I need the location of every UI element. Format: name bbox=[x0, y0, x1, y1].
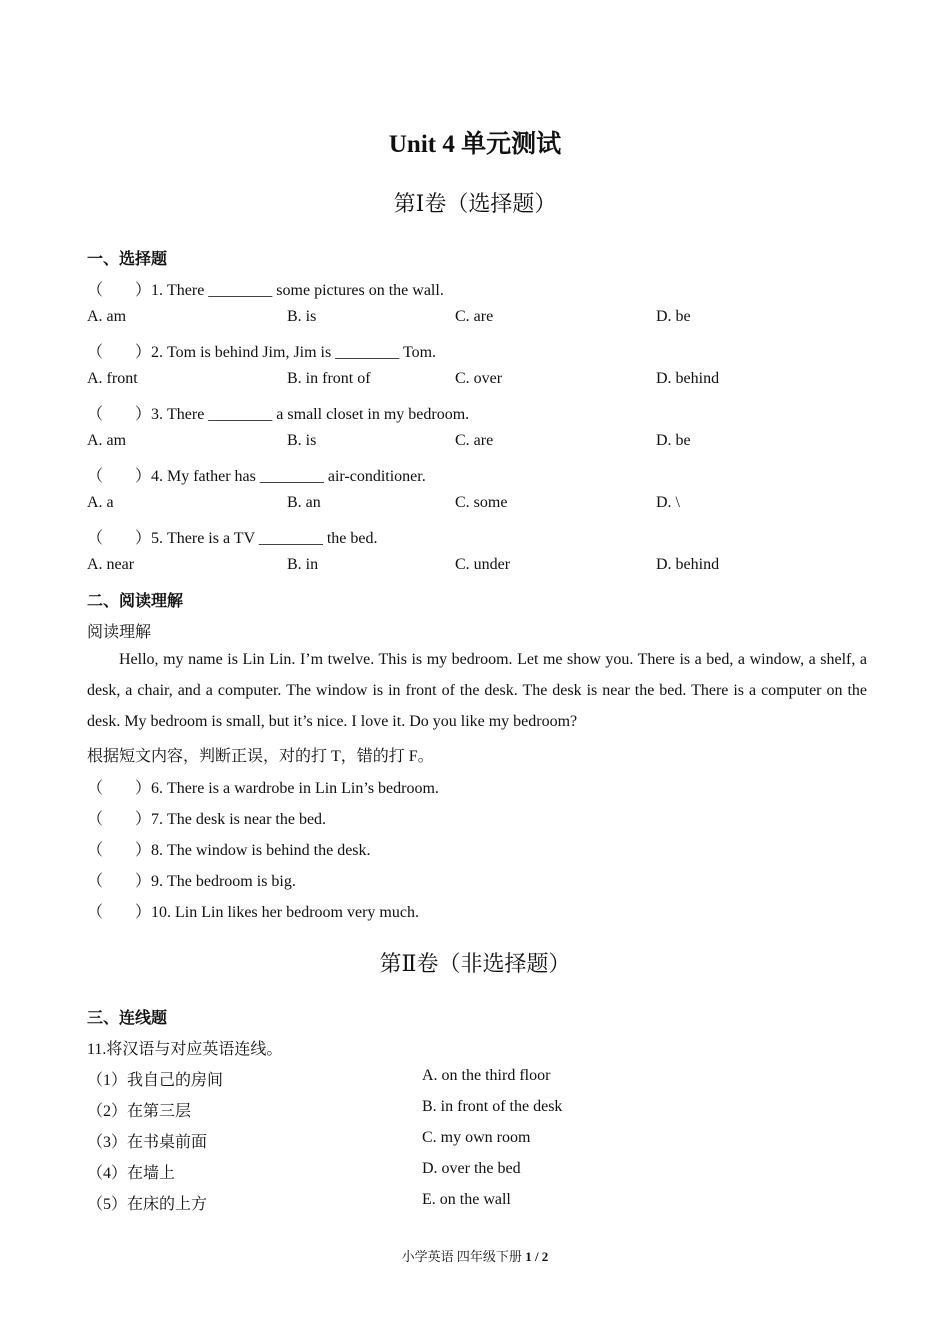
match-left-item: （5）在床的上方 bbox=[87, 1196, 208, 1213]
option-d: D. behind bbox=[656, 370, 720, 387]
option-b: B. is bbox=[287, 432, 317, 449]
match-right-item: C. my own room bbox=[422, 1129, 531, 1146]
question-stem: （ ）1. There ________ some pictures on the wall. bbox=[87, 282, 444, 299]
section3-heading: 三、连线题 bbox=[87, 1010, 168, 1027]
match-right-item: D. over the bed bbox=[422, 1160, 521, 1177]
option-d: D. be bbox=[656, 432, 691, 449]
option-c: C. over bbox=[455, 370, 503, 387]
question-stem: （ ）3. There ________ a small closet in my bedroom. bbox=[87, 406, 470, 423]
judge-item: （ ）10. Lin Lin likes her bedroom very much. bbox=[87, 904, 419, 921]
judge-item: （ ）8. The window is behind the desk. bbox=[87, 842, 371, 859]
judge-instruction: 根据短文内容，判断正误，对的打 T，错的打 F。 bbox=[87, 748, 434, 765]
reading-passage bbox=[87, 644, 867, 737]
section1-heading: 一、选择题 bbox=[87, 251, 168, 268]
option-b: B. in bbox=[287, 556, 319, 573]
option-d: D. \ bbox=[656, 494, 680, 511]
match-left-item: （3）在书桌前面 bbox=[87, 1134, 208, 1151]
match-left-item: （1）我自己的房间 bbox=[87, 1072, 224, 1089]
option-c: C. are bbox=[455, 308, 494, 325]
judge-item: （ ）6. There is a wardrobe in Lin Lin’s bedroom. bbox=[87, 780, 439, 797]
option-b: B. in front of bbox=[287, 370, 371, 387]
option-c: C. are bbox=[455, 432, 494, 449]
matching-question: 11.将汉语与对应英语连线。 bbox=[87, 1041, 283, 1058]
footer-text: 小学英语 四年级下册 bbox=[401, 1249, 526, 1264]
page-footer bbox=[0, 1246, 950, 1265]
page-number: 1 / 2 bbox=[525, 1249, 549, 1264]
match-right-item: E. on the wall bbox=[422, 1191, 511, 1208]
option-c: C. under bbox=[455, 556, 511, 573]
match-left-item: （4）在墙上 bbox=[87, 1165, 176, 1182]
match-right-item: A. on the third floor bbox=[422, 1067, 551, 1084]
option-a: A. a bbox=[87, 494, 114, 511]
question-stem: （ ）2. Tom is behind Jim, Jim is ________ Tom. bbox=[87, 344, 437, 361]
match-right-item: B. in front of the desk bbox=[422, 1098, 563, 1115]
question-stem: （ ）5. There is a TV ________ the bed. bbox=[87, 530, 378, 547]
option-b: B. an bbox=[287, 494, 321, 511]
judge-item: （ ）9. The bedroom is big. bbox=[87, 873, 296, 890]
match-left-item: （2）在第三层 bbox=[87, 1103, 192, 1120]
section2-heading: 二、阅读理解 bbox=[87, 593, 184, 610]
option-a: A. am bbox=[87, 308, 127, 325]
judge-item: （ ）7. The desk is near the bed. bbox=[87, 811, 327, 828]
option-b: B. is bbox=[287, 308, 317, 325]
option-a: A. near bbox=[87, 556, 135, 573]
option-a: A. front bbox=[87, 370, 138, 387]
option-a: A. am bbox=[87, 432, 127, 449]
section2-subheading: 阅读理解 bbox=[87, 624, 152, 641]
option-d: D. behind bbox=[656, 556, 720, 573]
passage-text: Hello, my name is Lin Lin. I’m twelve. This is my bedroom. Let me show you. There is a bed, a window, a shelf, a desk, a chair, and a computer. The window is in front of the desk. The desk is near the bed. There is a computer on the desk. My bedroom is small, but it’s nice. I love it. Do you like my bedroom? bbox=[87, 651, 867, 730]
option-c: C. some bbox=[455, 494, 508, 511]
page-title: Unit 4 单元测试 bbox=[388, 131, 562, 158]
part2-title: 第Ⅱ卷（非选择题） bbox=[379, 951, 571, 976]
option-d: D. be bbox=[656, 308, 691, 325]
question-stem: （ ）4. My father has ________ air-conditioner. bbox=[87, 468, 426, 485]
part1-title: 第Ⅰ卷（选择题） bbox=[393, 191, 557, 216]
